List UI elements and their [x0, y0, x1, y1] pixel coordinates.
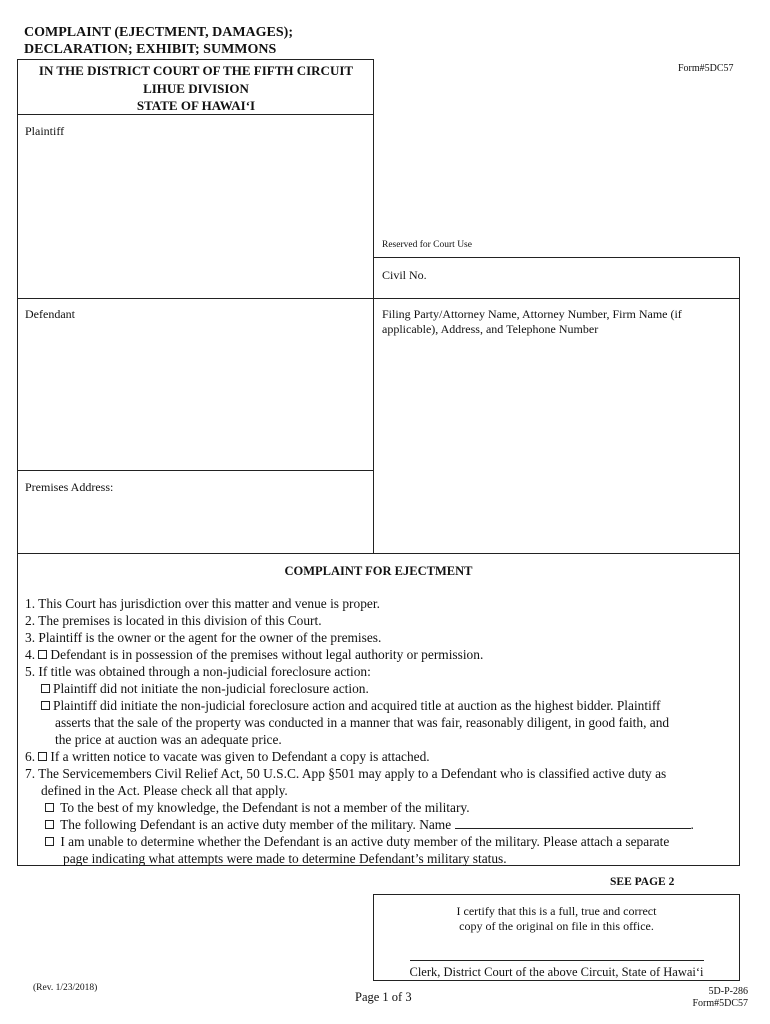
- doc-code: 5D-P-286: [708, 986, 748, 997]
- paragraph-7b-checkbox[interactable]: [45, 820, 54, 829]
- paragraph-4: [25, 646, 694, 663]
- paragraph-5b-line3: the price at auction was an adequate price.: [55, 732, 282, 747]
- court-box-top-border: [17, 59, 374, 60]
- certification-line1: I certify that this is a full, true and correct: [456, 904, 657, 918]
- premises-address-label: Premises Address:: [25, 480, 114, 494]
- premises-top-border: [17, 470, 374, 471]
- clerk-signature-line[interactable]: [410, 960, 704, 961]
- filing-party-label: [382, 307, 682, 337]
- footer-codes: [690, 986, 748, 1010]
- revision-date: (Rev. 1/23/2018): [33, 983, 98, 993]
- filing-party-line1: Filing Party/Attorney Name, Attorney Number, Firm Name (if: [382, 307, 682, 321]
- paragraph-7a-text: To the best of my knowledge, the Defendant is not a member of the military.: [60, 800, 470, 815]
- document-title: [24, 24, 293, 58]
- caption-right-border: [739, 257, 740, 554]
- caption-left-border: [17, 114, 18, 554]
- clerk-title: Clerk, District Court of the above Circuit, State of Hawaiʻi: [409, 965, 704, 979]
- paragraph-4-text: Defendant is in possession of the premises without legal authority or permission.: [50, 647, 484, 662]
- paragraph-7b: The following Defendant is an active duty member of the military. Name .: [25, 816, 694, 833]
- paragraph-7c: [25, 833, 694, 850]
- paragraph-5: 5. If title was obtained through a non-judicial foreclosure action:: [25, 664, 371, 679]
- complaint-paragraphs: [25, 595, 694, 867]
- form-number-top: Form#5DC57: [678, 63, 734, 74]
- paragraph-7c-checkbox[interactable]: [45, 837, 54, 846]
- paragraph-5b-line2: asserts that the sale of the property was conducted in a manner that was fair, reasonably diligent, in good faith, and: [55, 715, 670, 730]
- certify-box-top-border: [373, 894, 740, 895]
- paragraph-4-number: 4.: [25, 647, 36, 662]
- court-division: LIHUE DIVISION: [143, 80, 249, 96]
- court-state: STATE OF HAWAIʻI: [136, 98, 256, 113]
- paragraph-6: [25, 748, 694, 765]
- caption-divider: [373, 114, 374, 554]
- civil-no-top-border: [373, 257, 740, 258]
- form-number-bottom: Form#5DC57: [692, 998, 748, 1009]
- document-title-line1: COMPLAINT (EJECTMENT, DAMAGES);: [24, 25, 293, 40]
- paragraph-2: 2. The premises is located in this division of this Court.: [25, 613, 322, 628]
- paragraph-3: 3. Plaintiff is the owner or the agent for the owner of the premises.: [25, 630, 382, 645]
- complaint-right-border: [739, 553, 740, 865]
- plaintiff-label: Plaintiff: [25, 124, 65, 138]
- caption-bottom-border: [17, 553, 740, 554]
- certify-box-bottom-border: [373, 980, 740, 981]
- filing-party-line2: applicable), Address, and Telephone Number: [382, 322, 599, 336]
- paragraph-7-line2: defined in the Act. Please check all that apply.: [41, 783, 288, 798]
- plaintiff-box-top-border: [17, 114, 374, 115]
- complaint-left-border: [17, 553, 18, 865]
- paragraph-5b-text: Plaintiff did initiate the non-judicial foreclosure action and acquired title at auction as the highest bidder. Plaintiff: [53, 698, 661, 713]
- paragraph-6-number: 6.: [25, 749, 36, 764]
- certification-line2: copy of the original on file in this office.: [459, 919, 654, 933]
- paragraph-7a-checkbox[interactable]: [45, 803, 54, 812]
- paragraph-7b-text: The following Defendant is an active duty member of the military. Name: [60, 817, 452, 832]
- paragraph-5b: [25, 697, 694, 714]
- civil-no-label: Civil No.: [382, 268, 427, 282]
- page-number: Page 1 of 3: [355, 990, 412, 1004]
- paragraph-7: 7. The Servicemembers Civil Relief Act, 50 U.S.C. App §501 may apply to a Defendant who is classified active duty as: [25, 766, 667, 781]
- paragraph-1: 1. This Court has jurisdiction over this matter and venue is proper.: [25, 596, 380, 611]
- paragraph-5a-checkbox[interactable]: [41, 684, 50, 693]
- defendant-row-border: [17, 298, 740, 299]
- paragraph-6-checkbox[interactable]: [38, 752, 47, 761]
- paragraph-5a: [25, 680, 694, 697]
- complaint-heading: COMPLAINT FOR EJECTMENT: [284, 564, 473, 578]
- paragraph-7c-text: I am unable to determine whether the Defendant is an active duty member of the military. Please attach a separate: [60, 834, 670, 849]
- see-page-2: SEE PAGE 2: [610, 876, 675, 888]
- paragraph-7c-line2: page indicating what attempts were made to determine Defendant’s military status.: [63, 851, 507, 866]
- paragraph-6-text: If a written notice to vacate was given to Defendant a copy is attached.: [50, 749, 430, 764]
- certification-text: [373, 904, 740, 934]
- paragraph-7a: [25, 799, 694, 816]
- paragraph-4-checkbox[interactable]: [38, 650, 47, 659]
- defendant-label: Defendant: [25, 307, 75, 321]
- court-name: IN THE DISTRICT COURT OF THE FIFTH CIRCUIT: [38, 63, 354, 78]
- document-title-line2: DECLARATION; EXHIBIT; SUMMONS: [24, 42, 277, 57]
- paragraph-5a-text: Plaintiff did not initiate the non-judicial foreclosure action.: [53, 681, 369, 696]
- paragraph-5b-checkbox[interactable]: [41, 701, 50, 710]
- court-heading: [18, 62, 374, 115]
- reserved-court-use-label: Reserved for Court Use: [382, 240, 472, 250]
- military-name-field[interactable]: [455, 817, 691, 829]
